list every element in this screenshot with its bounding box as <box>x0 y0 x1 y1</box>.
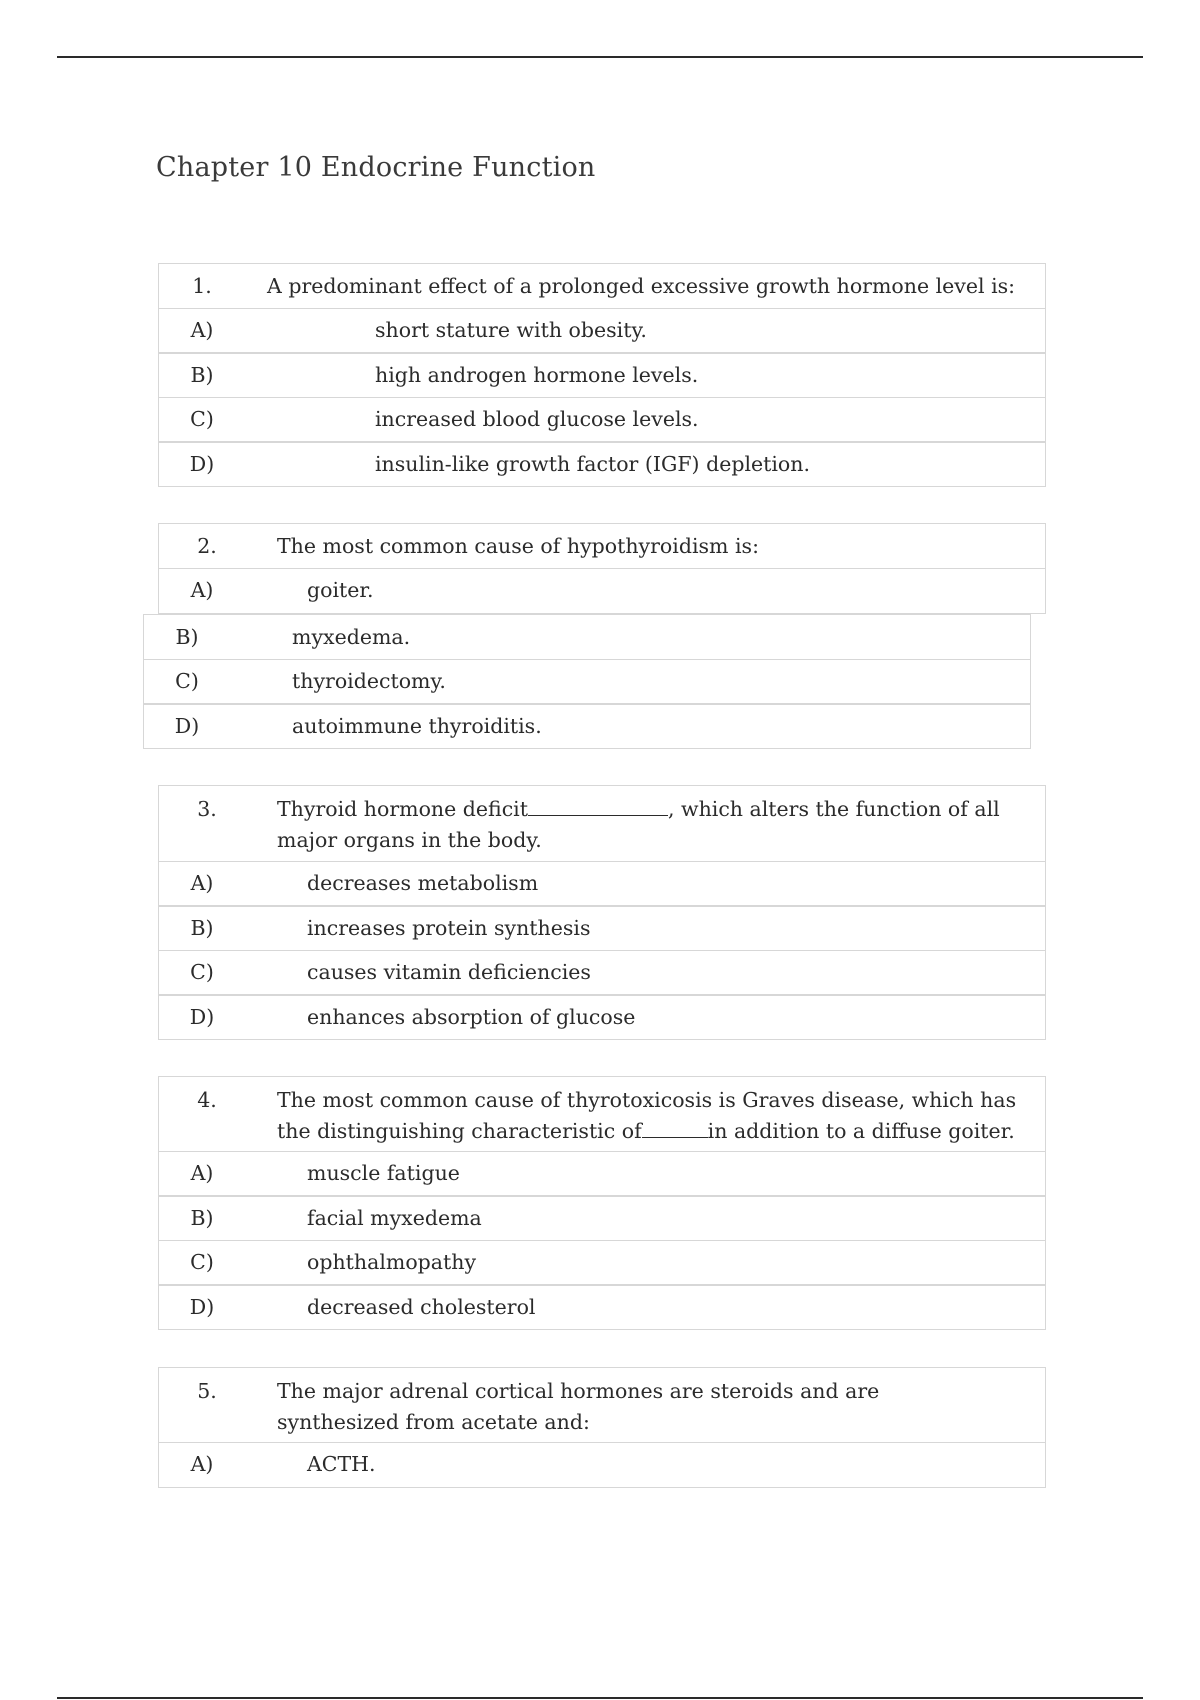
option-label: B) <box>190 362 214 387</box>
question-2 <box>158 523 1046 614</box>
option-text: ophthalmopathy <box>307 1250 477 1274</box>
option-text: myxedema. <box>292 624 411 649</box>
answer-blank <box>642 1117 708 1138</box>
option-row <box>143 614 1031 660</box>
option-text: short stature with obesity. <box>375 318 647 342</box>
option-text: goiter. <box>307 578 374 602</box>
option-text: autoimmune thyroiditis. <box>292 713 542 738</box>
question-2-continued <box>143 614 1031 749</box>
option-label: C) <box>190 960 214 984</box>
option-label: C) <box>175 669 199 693</box>
option-row <box>158 905 1046 951</box>
question-3 <box>158 785 1046 1040</box>
question-text-before: The most common cause of thyrotoxicosis is Graves disease, which has the distinguishing characteristic of <box>277 1088 1017 1143</box>
question-row <box>158 263 1046 309</box>
question-text <box>255 794 1045 856</box>
question-row <box>158 1076 1046 1152</box>
option-row <box>158 441 1046 487</box>
option-row <box>158 568 1046 614</box>
option-row <box>158 994 1046 1040</box>
option-text: decreases metabolism <box>307 871 539 895</box>
question-text <box>255 1085 1045 1147</box>
option-label: B) <box>190 1205 214 1230</box>
option-text: enhances absorption of glucose <box>307 1004 636 1029</box>
option-label: A) <box>190 1161 214 1185</box>
question-text-after: in addition to a diffuse goiter. <box>707 1119 1015 1143</box>
top-rule <box>57 56 1143 58</box>
option-label: A) <box>190 578 214 602</box>
option-row <box>158 352 1046 398</box>
question-row <box>158 523 1046 569</box>
option-text: muscle fatigue <box>307 1161 460 1185</box>
question-row <box>158 1367 1046 1443</box>
option-label: A) <box>190 1452 214 1476</box>
option-row <box>158 397 1046 443</box>
option-text: thyroidectomy. <box>292 669 446 693</box>
question-text: The major adrenal cortical hormones are steroids and are synthesized from acetate and: <box>277 1379 880 1434</box>
option-row <box>158 1195 1046 1241</box>
option-label: A) <box>190 318 214 342</box>
option-row <box>158 1442 1046 1488</box>
question-text: The most common cause of hypothyroidism is: <box>277 533 759 558</box>
option-text: ACTH. <box>307 1452 376 1476</box>
page-title: Chapter 10 Endocrine Function <box>156 152 596 183</box>
option-row <box>143 703 1031 749</box>
option-label: D) <box>189 451 215 476</box>
option-label: A) <box>190 871 214 895</box>
option-label: D) <box>189 1294 215 1319</box>
question-4 <box>158 1076 1046 1330</box>
option-row <box>158 950 1046 996</box>
question-number: 5. <box>197 1379 217 1403</box>
option-label: C) <box>190 407 214 431</box>
question-number: 2. <box>197 533 217 558</box>
option-text: decreased cholesterol <box>307 1294 536 1319</box>
option-row <box>158 1151 1046 1197</box>
answer-blank <box>528 795 668 816</box>
bottom-rule <box>57 1697 1143 1699</box>
option-label: C) <box>190 1250 214 1274</box>
option-label: D) <box>189 1004 215 1029</box>
option-label: B) <box>175 624 199 649</box>
option-row <box>158 1284 1046 1330</box>
question-number: 1. <box>192 273 212 298</box>
option-row <box>143 659 1031 705</box>
option-label: D) <box>174 713 200 738</box>
option-text: facial myxedema <box>307 1205 482 1230</box>
question-text: A predominant effect of a prolonged excessive growth hormone level is: <box>267 273 1016 298</box>
option-text: increased blood glucose levels. <box>375 407 699 431</box>
option-text: high androgen hormone levels. <box>375 362 699 387</box>
question-text-after: , which alters the function of all major organs in the body. <box>277 797 1000 852</box>
question-1 <box>158 263 1046 487</box>
option-row <box>158 308 1046 354</box>
question-5 <box>158 1367 1046 1488</box>
question-number: 4. <box>197 1088 217 1112</box>
option-row <box>158 861 1046 907</box>
question-text-before: Thyroid hormone deficit <box>277 797 528 821</box>
question-row <box>158 785 1046 862</box>
option-text: insulin-like growth factor (IGF) depletion. <box>375 451 810 476</box>
option-label: B) <box>190 915 214 940</box>
option-text: increases protein synthesis <box>307 915 591 940</box>
option-text: causes vitamin deficiencies <box>307 960 591 984</box>
option-row <box>158 1240 1046 1286</box>
question-number: 3. <box>197 797 217 821</box>
